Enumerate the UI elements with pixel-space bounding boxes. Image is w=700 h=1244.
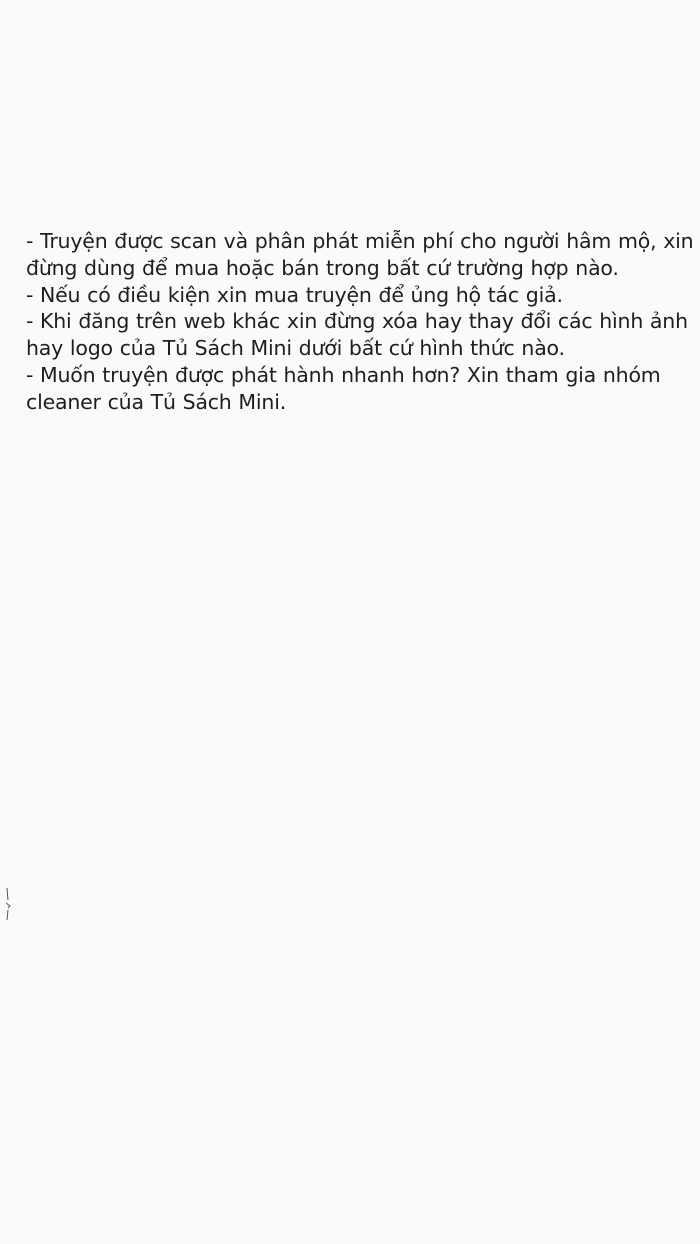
notice-line: cleaner của Tủ Sách Mini.	[26, 389, 287, 414]
notice-line: - Khi đăng trên web khác xin đừng xóa hay thay đổi các hình ảnh	[26, 309, 688, 334]
notice-line: - Truyện được scan và phân phát miễn phí cho người hâm mộ, xin	[26, 229, 694, 253]
notice-line: hay logo của Tủ Sách Mini dưới bất cứ hình thức nào.	[26, 336, 565, 361]
notice-line: - Muốn truyện được phát hành nhanh hơn? Xin tham gia nhóm	[26, 362, 661, 387]
scanlation-notice	[26, 228, 694, 416]
notice-line: - Nếu có điều kiện xin mua truyện để ủng hộ tác giả.	[26, 282, 563, 307]
scan-artifact-mark	[4, 886, 12, 922]
notice-line: đừng dùng để mua hoặc bán trong bất cứ trường hợp nào.	[26, 255, 619, 280]
